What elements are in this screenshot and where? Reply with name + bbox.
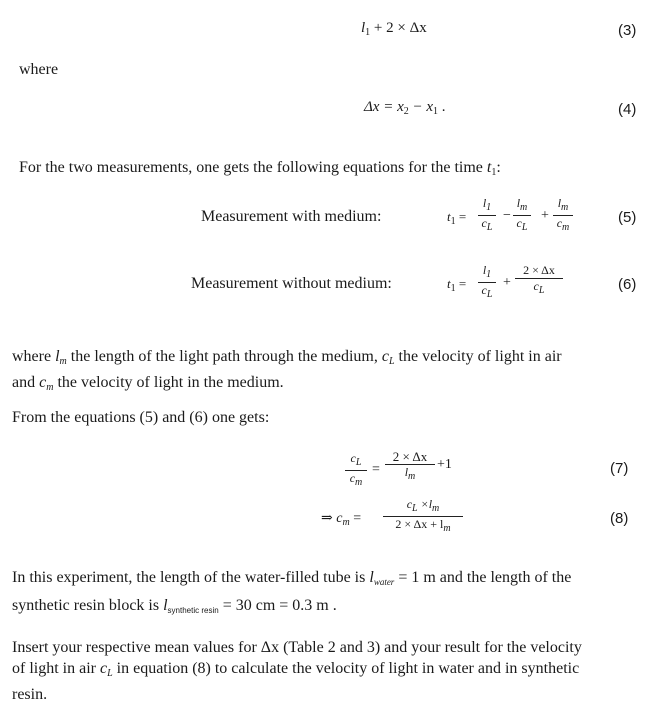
paragraph-two-measurements bbox=[19, 157, 671, 183]
paragraph-experiment-lengths bbox=[12, 566, 664, 622]
para2-v1: l bbox=[55, 348, 60, 365]
para4-t1: In this experiment, the length of the water-filled tube is bbox=[12, 569, 370, 586]
para2-t1: where bbox=[12, 348, 56, 365]
eq5-f3-den: $c_m$ bbox=[556, 216, 570, 233]
para1-sub: 1 bbox=[491, 167, 497, 178]
equation-number-4: (4) bbox=[618, 101, 637, 118]
eq6-lhs bbox=[447, 276, 466, 294]
eq8-rhs-fraction bbox=[383, 498, 463, 535]
para4-v1-sub: water bbox=[373, 577, 395, 587]
eq5-fraction-3 bbox=[553, 197, 573, 234]
para4-v2: l bbox=[163, 597, 168, 614]
eq5-op-plus: + bbox=[541, 208, 549, 223]
eq5-lhs-var: t bbox=[447, 209, 451, 224]
eq5-f2-num: $l_m$ bbox=[513, 197, 531, 216]
eq6-op-plus: + bbox=[503, 275, 511, 290]
eq5-f1-den: $c_L$ bbox=[481, 216, 493, 233]
eq5-f3-num: $l_m$ bbox=[553, 197, 573, 216]
eq5-label: Measurement with medium: bbox=[201, 208, 382, 225]
para2-v2-sub: L bbox=[388, 356, 395, 367]
equation-number-6: (6) bbox=[618, 276, 637, 293]
eq4-text-a: Δx = x bbox=[364, 99, 404, 115]
equation-number-7: (7) bbox=[610, 460, 629, 477]
para5-t3: in equation (8) to calculate the velocity of light in water and in synthetic bbox=[112, 660, 580, 677]
eq5-op-minus: − bbox=[503, 208, 511, 223]
eq3-rest: + 2 × Δx bbox=[370, 20, 427, 36]
para1-suffix: : bbox=[496, 159, 501, 176]
eq6-fraction-1 bbox=[478, 264, 496, 301]
eq6-fraction-2 bbox=[515, 264, 563, 297]
para2-v3-sub: m bbox=[46, 382, 54, 393]
eq6-f2-den: $c_L$ bbox=[533, 279, 545, 296]
eq8-lhs-var: c bbox=[336, 511, 343, 526]
eq5-f2-den: $c_L$ bbox=[516, 216, 528, 233]
eq8-rhs-num: $c_L \times l_m$ bbox=[383, 498, 463, 517]
eq4-sub-a: 2 bbox=[403, 106, 409, 117]
eq8-arrow: ⇒ bbox=[321, 511, 333, 526]
eq8-lhs bbox=[321, 510, 361, 528]
para5-t1: Insert your respective mean values for Δx (Table 2 and 3) and your result for the velocity bbox=[12, 639, 582, 656]
eq4-text-c: . bbox=[438, 99, 446, 115]
eq6-label: Measurement without medium: bbox=[191, 275, 392, 292]
eq8-lhs-sub: m bbox=[342, 517, 350, 528]
eq5-equals: = bbox=[458, 209, 467, 224]
para2-v2: c bbox=[381, 348, 389, 365]
para5-v1: c bbox=[99, 660, 108, 677]
equation-3 bbox=[361, 20, 427, 38]
eq7-tail: +1 bbox=[437, 457, 452, 472]
eq6-lhs-var: t bbox=[447, 276, 451, 291]
eq7-rhs-den: $l_m$ bbox=[404, 465, 416, 482]
eq8-equals: = bbox=[353, 511, 362, 526]
eq5-lhs-sub: 1 bbox=[450, 216, 456, 227]
eq7-rhs-num: 2 × Δx bbox=[385, 450, 435, 465]
para4-t3: synthetic resin block is bbox=[12, 597, 164, 614]
para5-v1-sub: L bbox=[107, 668, 113, 679]
eq4-text-b: − x bbox=[408, 99, 434, 115]
eq5-lhs bbox=[447, 209, 466, 227]
para1-var: t bbox=[486, 159, 492, 176]
para5-t4: resin. bbox=[12, 686, 48, 703]
eq6-f2-num: 2 × Δx bbox=[515, 264, 563, 279]
eq6-f1-num: $l_1$ bbox=[478, 264, 496, 283]
eq6-lhs-sub: 1 bbox=[450, 283, 456, 294]
eq6-f1-den: $c_L$ bbox=[481, 283, 493, 300]
eq7-equals: = bbox=[372, 462, 380, 477]
eq8-rhs-den: $2 \times \Delta x + l_m$ bbox=[395, 517, 451, 534]
eq4-sub-b: 1 bbox=[433, 106, 439, 117]
eq7-rhs-fraction bbox=[385, 450, 435, 483]
para2-t5: the velocity of light in the medium. bbox=[53, 374, 284, 391]
where-label: where bbox=[19, 61, 59, 78]
eq3-lhs: l bbox=[361, 20, 366, 36]
equation-number-8: (8) bbox=[610, 510, 629, 527]
para4-t2: = 1 m and the length of the bbox=[394, 569, 572, 586]
equation-number-3: (3) bbox=[618, 22, 637, 39]
para4-v2-sub: synthetic resin bbox=[167, 606, 219, 615]
equation-number-5: (5) bbox=[618, 209, 637, 226]
para2-t2: the length of the light path through the medium, bbox=[66, 348, 382, 365]
para1-prefix: For the two measurements, one gets the following equations for the time bbox=[19, 159, 487, 176]
eq7-lhs-den: $c_m$ bbox=[349, 471, 363, 488]
equation-4 bbox=[364, 99, 446, 117]
para4-v1: l bbox=[369, 569, 374, 586]
para5-t2: of light in air bbox=[12, 660, 100, 677]
para2-t3: the velocity of light in air bbox=[394, 348, 562, 365]
paragraph-from-equations: From the equations (5) and (6) one gets: bbox=[12, 409, 270, 426]
eq5-fraction-1 bbox=[478, 197, 496, 234]
eq7-lhs-fraction bbox=[345, 452, 367, 489]
para2-t4: and bbox=[12, 374, 40, 391]
eq6-equals: = bbox=[458, 276, 467, 291]
paragraph-instructions bbox=[12, 637, 664, 705]
eq7-lhs-num: $c_L$ bbox=[345, 452, 367, 471]
eq5-f1-num: $l_1$ bbox=[478, 197, 496, 216]
eq5-fraction-2 bbox=[513, 197, 531, 234]
para2-v3: c bbox=[39, 374, 47, 391]
para4-t4: = 30 cm = 0.3 m . bbox=[218, 597, 337, 614]
eq3-sub: 1 bbox=[365, 27, 371, 38]
paragraph-definitions bbox=[12, 346, 664, 398]
para2-v1-sub: m bbox=[59, 356, 67, 367]
